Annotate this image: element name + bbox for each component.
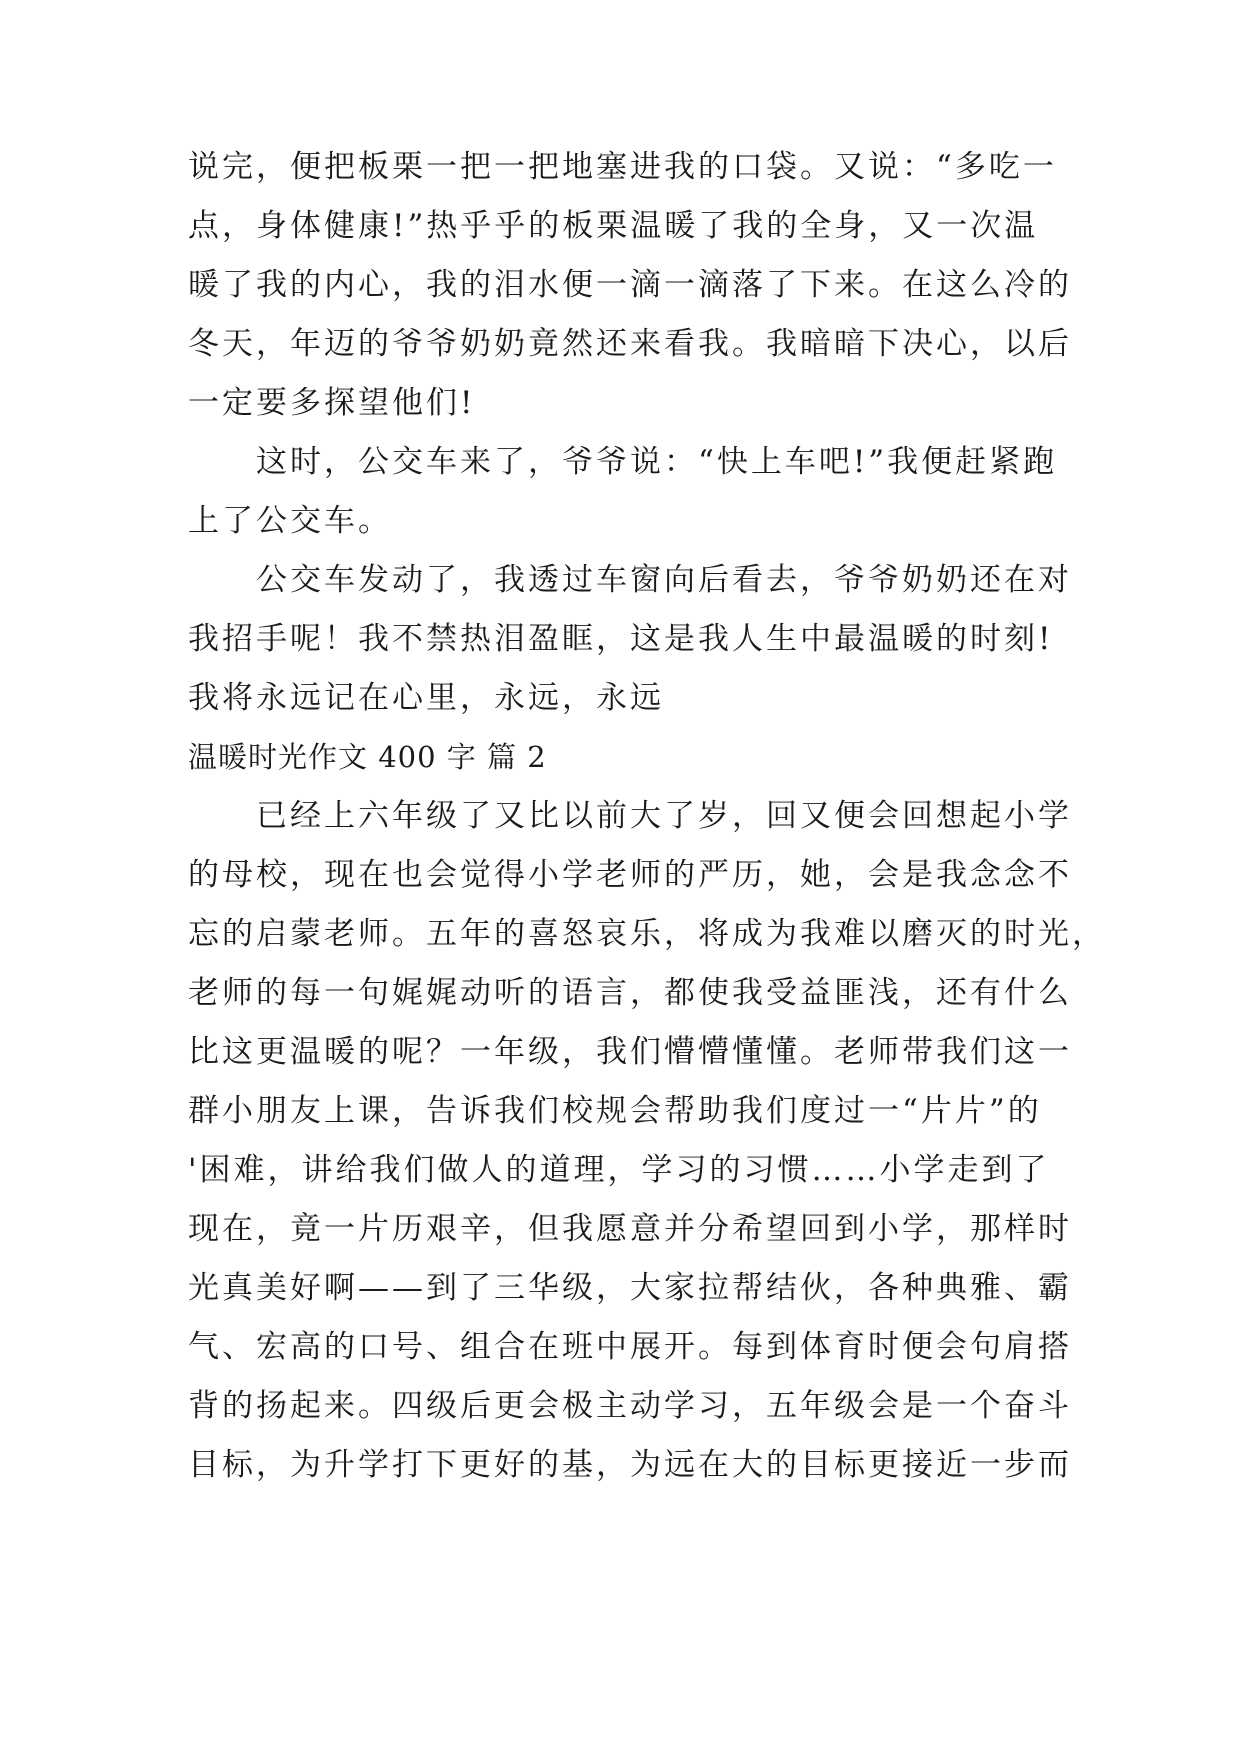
text-line: 我将永远记在心里，永远，永远: [188, 680, 664, 716]
text-line: 现在，竟一片历艰辛，但我愿意并分希望回到小学，那样时: [188, 1211, 1072, 1247]
text-line: 我招手呢！我不禁热泪盈眶，这是我人生中最温暖的时刻!: [188, 621, 1054, 657]
text-line: 老师的每一句娓娓动听的语言，都使我受益匪浅，还有什么: [188, 975, 1072, 1011]
text-line: 背的扬起来。四级后更会极主动学习，五年级会是一个奋斗: [188, 1388, 1072, 1424]
text-line: 一定要多探望他们!: [188, 385, 476, 421]
text-line: '困难，讲给我们做人的道理，学习的习惯……小学走到了: [188, 1152, 1050, 1188]
text-line: 说完，便把板栗一把一把地塞进我的口袋。又说：“多吃一: [188, 149, 1057, 185]
section-heading: 温暖时光作文 400 字 篇 2: [188, 740, 547, 774]
text-line: 已经上六年级了又比以前大了岁，回又便会回想起小学: [256, 798, 1072, 834]
text-line: 暖了我的内心，我的泪水便一滴一滴落了下来。在这么冷的: [188, 267, 1072, 303]
text-line: 的母校，现在也会觉得小学老师的严历，她，会是我念念不: [188, 857, 1072, 893]
text-line: 这时，公交车来了，爷爷说：“快上车吧!”我便赶紧跑: [256, 444, 1058, 480]
text-line: 目标，为升学打下更好的基，为远在大的目标更接近一步而: [188, 1447, 1072, 1483]
text-line: 群小朋友上课，告诉我们校规会帮助我们度过一“片片”的: [188, 1093, 1042, 1129]
section-2: [188, 728, 1106, 1495]
text-line: 比这更温暖的呢？一年级，我们懵懵懂懂。老师带我们这一: [188, 1034, 1072, 1070]
text-line: 点，身体健康!”热乎乎的板栗温暖了我的全身，又一次温: [188, 208, 1039, 244]
text-line: 冬天，年迈的爷爷奶奶竟然还来看我。我暗暗下决心，以后: [188, 326, 1072, 362]
text-line: 气、宏高的口号、组合在班中展开。每到体育时便会句肩搭: [188, 1329, 1072, 1365]
text-line: 忘的启蒙老师。五年的喜怒哀乐，将成为我难以磨灭的时光，: [188, 916, 1106, 952]
text-line: 光真美好啊——到了三华级，大家拉帮结伙，各种典雅、霸: [188, 1270, 1072, 1306]
text-line: 上了公交车。: [188, 503, 392, 539]
passage-1: [188, 138, 1072, 728]
text-line: 公交车发动了，我透过车窗向后看去，爷爷奶奶还在对: [256, 562, 1072, 598]
